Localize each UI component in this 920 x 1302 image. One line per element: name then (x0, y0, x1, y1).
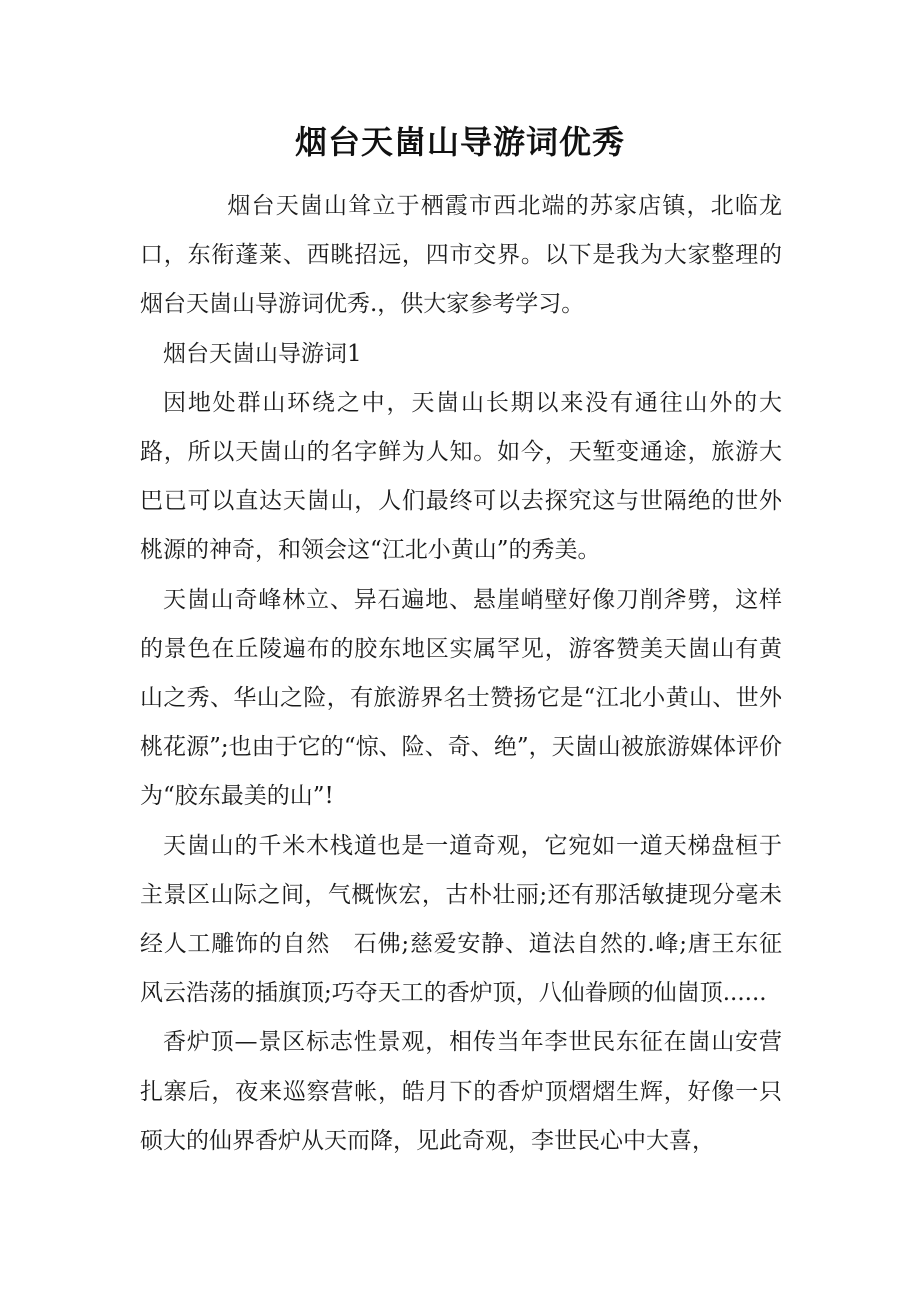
body-paragraph: 天崮山奇峰林立、异石遍地、悬崖峭壁好像刀削斧劈，这样的景色在丘陵遍布的胶东地区实属罕见，游客赞美天崮山有黄山之秀、华山之险，有旅游界名士赞扬它是“江北小黄山、世外桃花源”;也由于它的“惊、险、奇、绝”，天崮山被旅游媒体评价为“胶东最美的山”! (140, 586, 782, 810)
body-paragraph: 天崮山的千米木栈道也是一道奇观，它宛如一道天梯盘桓于主景区山际之间，气概恢宏，古朴壮丽;还有那活敏捷现分毫未经人工雕饰的自然 石佛;慈爱安静、道法自然的.峰;唐王东征风云浩荡的插旗顶;巧夺天工的香炉顶，八仙眷顾的仙崮顶...... (140, 832, 782, 1007)
section-heading: 烟台天崮山导游词1 (163, 340, 362, 367)
intro-paragraph: 烟台天崮山耸立于栖霞市西北端的苏家店镇，北临龙口，东衔蓬莱、西眺招远，四市交界。以下是我为大家整理的烟台天崮山导游词优秀.，供大家参考学习。 (140, 193, 782, 318)
body-paragraph: 因地处群山环绕之中，天崮山长期以来没有通往山外的大路，所以天崮山的名字鲜为人知。如今，天堑变通途，旅游大巴已可以直达天崮山，人们最终可以去探究这与世隔绝的世外桃源的神奇，和领会这“江北小黄山”的秀美。 (140, 389, 782, 564)
document-body (140, 182, 782, 1166)
document-title: 烟台天崮山导游词优秀 (294, 123, 625, 161)
body-paragraph: 香炉顶—景区标志性景观，相传当年李世民东征在崮山安营扎寨后，夜来巡察营帐，皓月下的香炉顶熠熠生辉，好像一只硕大的仙界香炉从天而降，见此奇观，李世民心中大喜， (140, 1029, 782, 1154)
